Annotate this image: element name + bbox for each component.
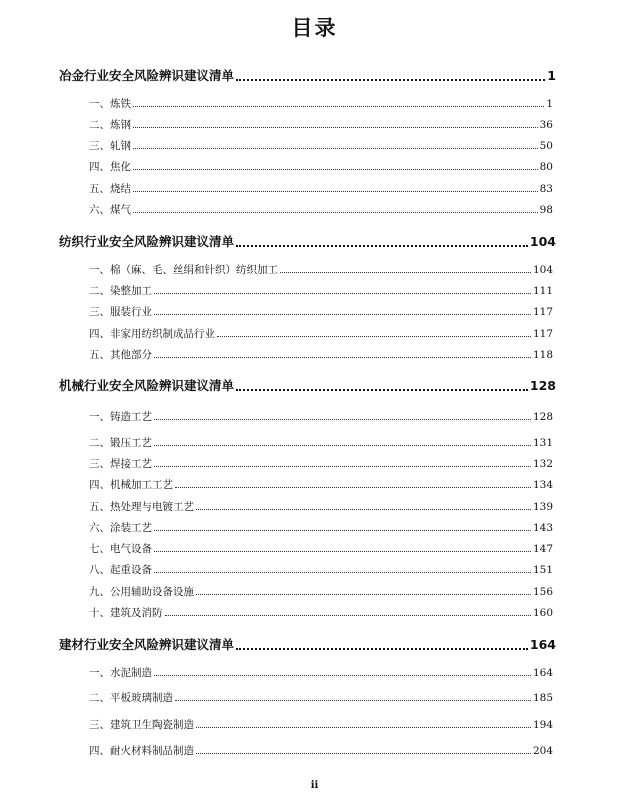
toc-page-number: 50 <box>539 140 553 152</box>
toc-page-number: 118 <box>532 349 553 361</box>
toc-item[interactable] <box>89 584 553 599</box>
dot-leader <box>154 466 531 467</box>
toc-item[interactable] <box>89 456 553 471</box>
toc-item-label: 三、焊接工艺 <box>89 458 152 470</box>
dot-leader <box>154 530 531 531</box>
dot-leader <box>196 753 531 754</box>
toc-item-label: 九、公用辅助设备设施 <box>89 586 194 598</box>
toc-item[interactable] <box>89 605 553 620</box>
toc-page-number: 98 <box>539 204 553 216</box>
toc-item[interactable] <box>89 304 553 319</box>
toc-section-title: 纺织行业安全风险辨识建议清单 <box>59 234 235 249</box>
dot-leader <box>133 127 538 128</box>
toc-page-number: 117 <box>532 328 553 340</box>
toc-item[interactable] <box>89 96 553 111</box>
toc-item[interactable] <box>89 159 553 174</box>
toc-item[interactable] <box>89 541 553 556</box>
toc-item-label: 五、烧结 <box>89 183 131 195</box>
toc-page-number: 185 <box>532 692 553 704</box>
toc-section-title: 建材行业安全风险辨识建议清单 <box>59 637 235 652</box>
dot-leader <box>154 293 531 294</box>
toc-page-number: 111 <box>532 285 553 297</box>
toc-page-number: 147 <box>532 543 553 555</box>
toc-page-number: 131 <box>532 437 553 449</box>
toc-item-label: 二、炼钢 <box>89 119 131 131</box>
dot-leader <box>154 419 531 420</box>
dot-leader <box>196 727 531 728</box>
dot-leader <box>133 106 544 107</box>
dot-leader <box>236 79 545 81</box>
dot-leader <box>217 336 531 337</box>
toc-item-label: 五、热处理与电镀工艺 <box>89 501 194 513</box>
toc-item-label: 七、电气设备 <box>89 543 152 555</box>
toc-page-number: 164 <box>532 667 553 679</box>
toc-page-number: 160 <box>532 607 553 619</box>
toc-section-textile[interactable] <box>59 232 556 250</box>
dot-leader <box>154 445 531 446</box>
toc-page-number: 80 <box>539 161 553 173</box>
toc-item[interactable] <box>89 717 553 732</box>
dot-leader <box>133 148 538 149</box>
toc-item-label: 六、煤气 <box>89 204 131 216</box>
dot-leader <box>196 594 531 595</box>
toc-item-label: 六、涂装工艺 <box>89 522 152 534</box>
dot-leader <box>133 212 538 213</box>
toc-item[interactable] <box>89 138 553 153</box>
toc-page-number: 204 <box>532 745 553 757</box>
toc-page-number: 83 <box>539 183 553 195</box>
toc-section-title: 机械行业安全风险辨识建议清单 <box>59 378 235 393</box>
toc-item[interactable] <box>89 117 553 132</box>
toc-page-number: 1 <box>547 68 556 83</box>
toc-item-label: 五、其他部分 <box>89 349 152 361</box>
toc-item-label: 八、起重设备 <box>89 564 152 576</box>
toc-page-number: 36 <box>539 119 553 131</box>
toc-section-building-materials[interactable] <box>59 635 556 653</box>
toc-item[interactable] <box>89 562 553 577</box>
toc-item-label: 三、轧钢 <box>89 140 131 152</box>
dot-leader <box>175 487 531 488</box>
dot-leader <box>154 357 531 358</box>
dot-leader <box>154 314 531 315</box>
toc-item[interactable] <box>89 202 553 217</box>
toc-item[interactable] <box>89 520 553 535</box>
toc-item[interactable] <box>89 347 553 362</box>
toc-page-number: 1 <box>546 98 553 110</box>
toc-page-number: 134 <box>532 479 553 491</box>
dot-leader <box>133 169 538 170</box>
toc-item-label: 四、焦化 <box>89 161 131 173</box>
dot-leader <box>196 509 531 510</box>
toc-page-number: 139 <box>532 501 553 513</box>
toc-page-number: 128 <box>529 378 556 393</box>
dot-leader <box>236 389 528 391</box>
page-footer-number: ii <box>310 780 319 791</box>
toc-item-label: 四、非家用纺织制成品行业 <box>89 328 215 340</box>
toc-page-number: 194 <box>532 719 553 731</box>
toc-item[interactable] <box>89 326 553 341</box>
dot-leader <box>154 675 531 676</box>
toc-page-number: 151 <box>532 564 553 576</box>
dot-leader <box>236 245 528 247</box>
dot-leader <box>175 700 531 701</box>
page-title: 目录 <box>291 16 338 40</box>
dot-leader <box>154 572 531 573</box>
toc-page-number: 156 <box>532 586 553 598</box>
toc-item[interactable] <box>89 435 553 450</box>
toc-section-machinery[interactable] <box>59 376 556 394</box>
toc-section-title: 冶金行业安全风险辨识建议清单 <box>59 68 235 83</box>
toc-item[interactable] <box>89 690 553 705</box>
toc-item-label: 二、平板玻璃制造 <box>89 692 173 704</box>
toc-page-number: 143 <box>532 522 553 534</box>
dot-leader <box>165 615 531 616</box>
toc-item[interactable] <box>89 743 553 758</box>
toc-item[interactable] <box>89 477 553 492</box>
toc-page-number: 104 <box>532 264 553 276</box>
dot-leader <box>280 272 531 273</box>
toc-item-label: 四、机械加工工艺 <box>89 479 173 491</box>
dot-leader <box>236 648 528 650</box>
toc-item-label: 十、建筑及消防 <box>89 607 163 619</box>
dot-leader <box>133 191 538 192</box>
toc-item-label: 二、锻压工艺 <box>89 437 152 449</box>
dot-leader <box>154 551 531 552</box>
toc-item[interactable] <box>89 409 553 424</box>
toc-item[interactable] <box>89 283 553 298</box>
toc-item[interactable] <box>89 262 553 277</box>
toc-page-number: 104 <box>529 234 556 249</box>
toc-item-label: 三、建筑卫生陶瓷制造 <box>89 719 194 731</box>
toc-section-metallurgy[interactable] <box>59 66 556 84</box>
toc-item-label: 四、耐火材料制品制造 <box>89 745 194 757</box>
toc-item-label: 一、棉（麻、毛、丝绢和针织）纺织加工 <box>89 264 278 276</box>
toc-item[interactable] <box>89 665 553 680</box>
toc-page-number: 117 <box>532 306 553 318</box>
toc-page-number: 132 <box>532 458 553 470</box>
toc-item[interactable] <box>89 499 553 514</box>
toc-item-label: 一、炼铁 <box>89 98 131 110</box>
toc-item-label: 一、铸造工艺 <box>89 411 152 423</box>
toc-item-label: 三、服装行业 <box>89 306 152 318</box>
toc-item-label: 二、染整加工 <box>89 285 152 297</box>
toc-item[interactable] <box>89 181 553 196</box>
toc-page-number: 164 <box>529 637 556 652</box>
toc-item-label: 一、水泥制造 <box>89 667 152 679</box>
toc-page-number: 128 <box>532 411 553 423</box>
